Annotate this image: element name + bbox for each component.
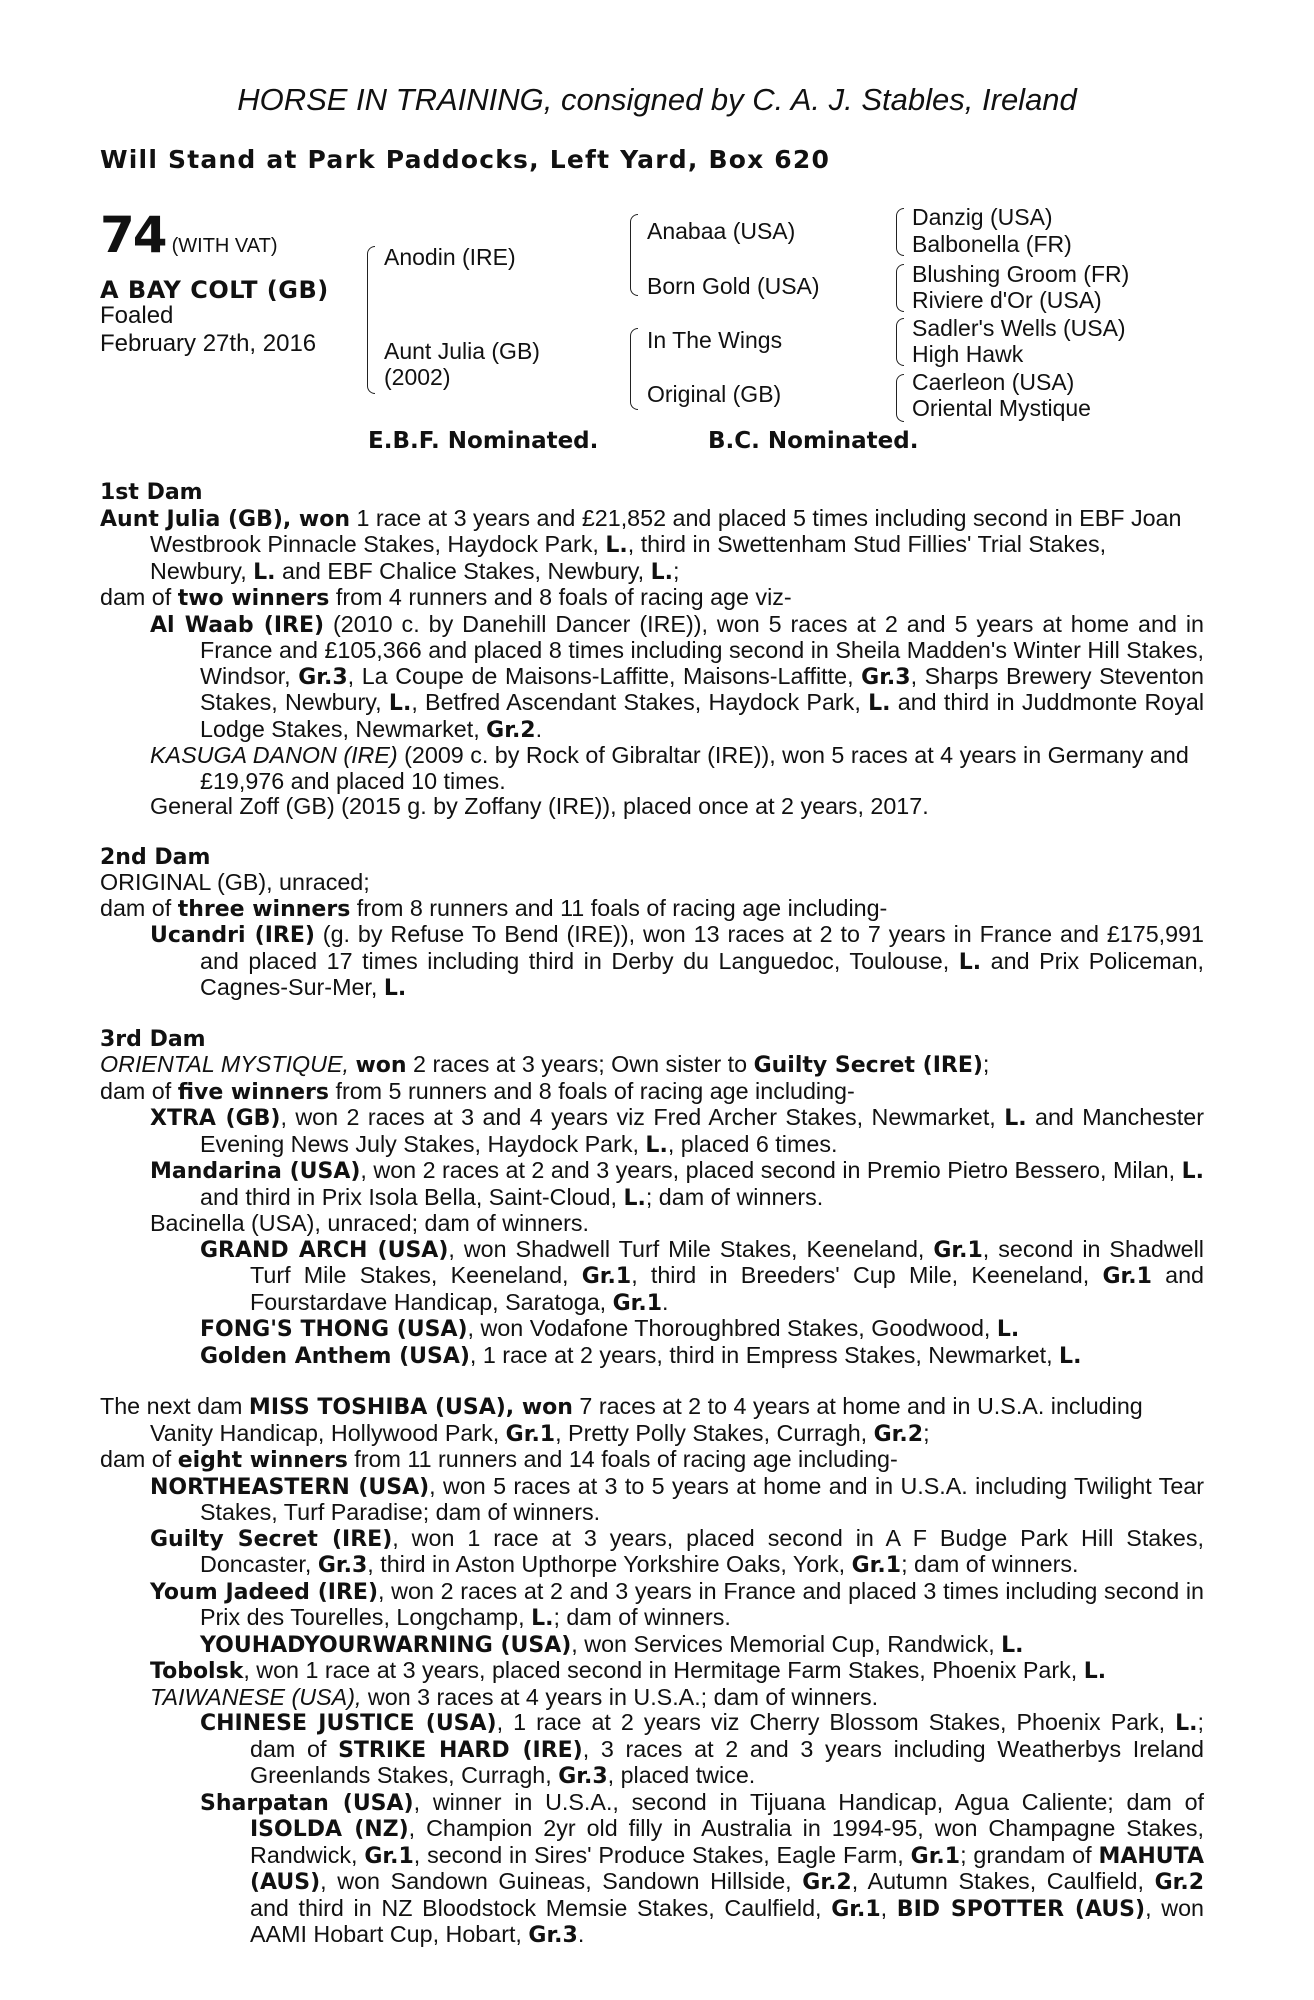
produce-entry	[100, 1158, 1204, 1211]
bold-text: Gr.1	[581, 1264, 632, 1289]
bold-text: five winners	[177, 1079, 329, 1105]
entry-text: The next dam	[100, 1393, 249, 1419]
pedigree-g4: Riviere d'Or (USA)	[912, 287, 1102, 313]
dam-section-heading: 3rd Dam	[100, 1026, 206, 1052]
bold-text: XTRA (GB)	[150, 1106, 281, 1131]
entry-text: .	[662, 1288, 669, 1315]
bold-text: MAHUTA (AUS)	[250, 1843, 1204, 1895]
entry-text: , won 1 race at 3 years, placed second in Hermitage Farm Stakes, Phoenix Park,	[243, 1657, 1084, 1683]
entry-text: ORIGINAL (GB), unraced;	[100, 869, 370, 895]
bold-text: FONG'S THONG (USA)	[200, 1317, 468, 1342]
bold-text: Tobolsk	[150, 1659, 244, 1684]
pedigree-g3: Blushing Groom (FR)	[912, 261, 1130, 287]
lot-number-block	[100, 206, 278, 264]
entry-text: Bacinella (USA), unraced; dam of winners.	[150, 1210, 589, 1236]
pedigree-sire: Anodin (IRE)	[384, 244, 516, 270]
entry-text: , won Sandown Guineas, Sandown Hillside,	[320, 1868, 803, 1894]
bold-text: YOUHADYOURWARNING (USA)	[200, 1632, 572, 1658]
entry-text: ; dam of winners.	[645, 1183, 824, 1210]
bold-text: L.	[1083, 1659, 1107, 1684]
bold-text: Guilty Secret (IRE)	[753, 1053, 983, 1078]
bold-text: L.	[1175, 1711, 1198, 1736]
entry-text: ; grandam of	[960, 1841, 1099, 1868]
produce-entry	[100, 1579, 1204, 1632]
bold-text: L.	[996, 1317, 1020, 1342]
pedigree-brace	[367, 246, 375, 394]
pedigree-dam-sire: In The Wings	[647, 327, 783, 353]
entry-text: from 8 runners and 11 foals of racing age including-	[350, 894, 888, 921]
entry-text: ;	[673, 557, 680, 584]
entry-text: , Betfred Ascendant Stakes, Haydock Park,	[411, 689, 869, 715]
entry-text: ;	[982, 1051, 990, 1077]
produce-entry	[100, 1658, 1204, 1685]
dam-section-heading: 1st Dam	[100, 480, 203, 505]
bold-text: Gr.3	[861, 664, 911, 690]
entry-text: dam of	[100, 894, 178, 921]
entry-text: ; dam of winners.	[901, 1551, 1079, 1577]
entry-text: , 1 race at 2 years viz Cherry Blossom Stakes, Phoenix Park,	[496, 1709, 1176, 1735]
entry-text: and third in Juddmonte Royal Lodge Stakes, Newmarket,	[200, 689, 1205, 742]
bold-text: Guilty Secret (IRE)	[150, 1526, 393, 1552]
entry-text: (2010 c. by Danehill Dancer (IRE)), won 5 races at 2 and 5 years at home and in France and £105,366 and placed 8 times including second in Sheila Madden's Winter Hill Stakes, Windsor,	[200, 610, 1204, 689]
pedigree-g7: Caerleon (USA)	[912, 369, 1075, 395]
produce-entry	[100, 1790, 1204, 1949]
bold-text: ISOLDA (NZ)	[250, 1817, 409, 1842]
entry-text: and third in Prix Isola Bella, Saint-Cloud,	[200, 1183, 624, 1210]
entry-text: (2009 c. by Rock of Gibraltar (IRE)), won 5 races at 4 years in Germany and £19,976 and placed 10 times.	[200, 742, 1189, 794]
entry-text: , third in Aston Upthorpe Yorkshire Oaks, York,	[367, 1551, 852, 1577]
pedigree-g2: Balbonella (FR)	[912, 231, 1072, 257]
dam-section-heading: 2nd Dam	[100, 844, 211, 870]
entry-text: , Autumn Stakes, Caulfield,	[851, 1868, 1155, 1894]
pedigree-sire-dam: Born Gold (USA)	[647, 273, 820, 299]
pedigree-dam: Aunt Julia (GB)	[384, 338, 540, 364]
entry-text: , Sharps Brewery Steventon Stakes, Newbury,	[200, 662, 1204, 715]
bold-text: three winners	[177, 896, 351, 922]
bold-text: Gr.3	[317, 1553, 368, 1578]
bold-text: L.	[645, 1132, 668, 1158]
entry-text: (g. by Refuse To Bend (IRE)), won 13 races at 2 to 7 years in France and £175,991 and placed 17 times including third in Derby du Languedoc, Toulouse,	[200, 921, 1204, 974]
vat-note: (WITH VAT)	[171, 235, 278, 257]
produce-entry	[100, 1343, 1204, 1370]
stable-location: Will Stand at Park Paddocks, Left Yard, Box 620	[100, 145, 831, 174]
bc-nomination: B.C. Nominated.	[708, 428, 919, 454]
produce-entry	[100, 1079, 1204, 1106]
bold-text: Gr.1	[612, 1290, 663, 1316]
catalogue-header: HORSE IN TRAINING, consigned by C. A. J. Stables, Ireland	[237, 82, 1077, 117]
bold-text: L.	[1001, 1632, 1024, 1658]
bold-text: Ucandri (IRE)	[150, 923, 315, 948]
entry-text: , won 5 races at 3 to 5 years at home and in U.S.A. including Twilight Tear Stakes, Turf Paradise; dam of winners.	[200, 1472, 1204, 1525]
bold-text: STRIKE HARD (IRE)	[338, 1737, 583, 1763]
entry-text: , placed twice.	[607, 1762, 756, 1788]
entry-text: from 11 runners and 14 foals of racing age including-	[347, 1446, 898, 1472]
produce-entry	[100, 1447, 1204, 1474]
bold-text: Gr.1	[933, 1237, 983, 1263]
produce-entry	[100, 1474, 1204, 1526]
entry-text: , 1 race at 2 years, third in Empress Stakes, Newmarket,	[469, 1341, 1060, 1368]
entry-text: 1 race at 3 years and £21,852 and placed 5 times including second in EBF Joan Westbrook Pinnacle Stakes, Haydock Park,	[150, 504, 1182, 557]
produce-entry	[100, 1526, 1204, 1579]
bold-text: L.	[531, 1606, 554, 1631]
foaled-date: February 27th, 2016	[100, 330, 317, 357]
bold-text: MISS TOSHIBA (USA), won	[248, 1395, 573, 1420]
bold-text: L.	[650, 559, 674, 585]
entry-text: 2 races at 3 years; Own sister to	[406, 1051, 754, 1077]
entry-text: , winner in U.S.A., second in Tijuana Handicap, Agua Caliente; dam of	[413, 1788, 1205, 1815]
produce-entry	[100, 743, 1204, 794]
italic-text: ORIENTAL MYSTIQUE,	[100, 1051, 349, 1077]
entry-text: and Fourstardave Handicap, Saratoga,	[250, 1262, 1204, 1315]
bold-text: L.	[1181, 1159, 1204, 1184]
entry-text: , won 1 race at 3 years, placed second in A F Budge Park Hill Stakes, Doncaster,	[200, 1524, 1204, 1577]
bold-text: Gr.3	[558, 1764, 608, 1789]
produce-entry	[100, 922, 1204, 1002]
entry-text: ; dam of	[250, 1709, 1204, 1762]
bold-text: eight winners	[177, 1448, 348, 1473]
produce-entry	[100, 1394, 1204, 1447]
bold-text: CHINESE JUSTICE (USA)	[200, 1711, 497, 1736]
entry-text: , won 2 races at 2 and 3 years in France and placed 3 times including second in Prix des Tourelles, Longchamp,	[200, 1577, 1205, 1630]
italic-text: KASUGA DANON (IRE)	[150, 742, 398, 768]
bold-text: Gr.1	[910, 1843, 961, 1869]
pedigree-brace	[896, 264, 904, 312]
foaled-label: Foaled	[100, 302, 174, 329]
bold-text: Gr.1	[851, 1553, 902, 1578]
bold-text: BID SPOTTER (AUS)	[896, 1896, 1146, 1922]
bold-text: L.	[868, 691, 891, 716]
entry-text: , won AAMI Hobart Cup, Hobart,	[250, 1894, 1204, 1947]
bold-text: won	[355, 1053, 407, 1078]
horse-description: A BAY COLT (GB)	[100, 276, 329, 304]
italic-text: TAIWANESE (USA),	[150, 1683, 362, 1710]
pedigree-g1: Danzig (USA)	[912, 204, 1053, 230]
produce-record	[100, 480, 1204, 1949]
entry-text: , second in Sires' Produce Stakes, Eagle Farm,	[413, 1841, 911, 1868]
bold-text: Gr.1	[831, 1896, 881, 1922]
produce-entry	[100, 1211, 1204, 1237]
pedigree-brace	[630, 214, 638, 296]
bold-text: Gr.1	[505, 1421, 556, 1447]
produce-entry	[100, 1237, 1204, 1317]
bold-text: Youm Jadeed (IRE)	[150, 1579, 378, 1605]
entry-text: from 4 runners and 8 foals of racing age viz-	[329, 584, 792, 610]
entry-text: , won Services Memorial Cup, Randwick,	[571, 1630, 1002, 1657]
entry-text: , won 2 races at 2 and 3 years, placed second in Premio Pietro Bessero, Milan,	[360, 1157, 1182, 1183]
produce-entry	[100, 612, 1204, 744]
entry-text: , 3 races at 2 and 3 years including Weatherbys Ireland Greenlands Stakes, Curragh,	[250, 1735, 1204, 1788]
section-gap	[100, 1002, 1204, 1027]
bold-text: Gr.2	[873, 1421, 924, 1447]
ebf-nomination: E.B.F. Nominated.	[368, 428, 599, 454]
bold-text: L.	[958, 949, 982, 975]
bold-text: Gr.1	[1102, 1264, 1152, 1289]
produce-entry	[100, 1052, 1204, 1079]
pedigree-dam-dam: Original (GB)	[647, 381, 782, 407]
produce-entry	[100, 1632, 1204, 1659]
entry-text: dam of	[100, 1446, 178, 1472]
entry-text: from 5 runners and 8 foals of racing age including-	[329, 1077, 855, 1104]
pedigree-g6: High Hawk	[912, 341, 1024, 367]
entry-text: , Champion 2yr old filly in Australia in 1994-95, won Champagne Stakes, Randwick,	[250, 1815, 1204, 1868]
entry-text: , placed 6 times.	[667, 1130, 838, 1157]
entry-text: .	[577, 1921, 585, 1947]
bold-text: L.	[605, 533, 628, 558]
entry-text: ; dam of winners.	[553, 1604, 731, 1630]
entry-text: and third in NZ Bloodstock Memsie Stakes, Caulfield,	[250, 1894, 832, 1921]
bold-text: L.	[383, 976, 407, 1001]
entry-text: , second in Shadwell Turf Mile Stakes, Keeneland,	[250, 1235, 1204, 1288]
produce-entry	[100, 1710, 1204, 1790]
bold-text: L.	[1059, 1343, 1082, 1369]
produce-entry	[100, 506, 1204, 586]
bold-text: two winners	[177, 586, 330, 611]
pedigree-g8: Oriental Mystique	[912, 395, 1091, 421]
entry-text: ;	[923, 1419, 930, 1446]
lot-number: 74	[100, 206, 166, 264]
bold-text: Gr.2	[486, 717, 536, 743]
pedigree-brace	[630, 328, 638, 410]
pedigree-dam-year: (2002)	[384, 364, 451, 390]
entry-text: and Manchester Evening News July Stakes, Haydock Park,	[200, 1104, 1204, 1157]
produce-entry	[100, 896, 1204, 923]
bold-text: Gr.3	[528, 1923, 578, 1948]
bold-text: Golden Anthem (USA)	[200, 1343, 470, 1369]
bold-text: NORTHEASTERN (USA)	[150, 1474, 430, 1500]
produce-entry	[100, 1105, 1204, 1158]
foaled-info	[100, 302, 316, 358]
entry-text: , won 2 races at 3 and 4 years viz Fred Archer Stakes, Newmarket,	[280, 1104, 1005, 1130]
bold-text: L.	[1004, 1106, 1027, 1131]
bold-text: Gr.3	[298, 664, 348, 690]
entry-text: dam of	[100, 1077, 178, 1104]
pedigree-brace	[896, 374, 904, 422]
pedigree-brace	[896, 208, 904, 256]
produce-entry	[100, 585, 1204, 612]
bold-text: Aunt Julia (GB), won	[100, 506, 351, 532]
entry-text: , won Vodafone Thoroughbred Stakes, Goodwood,	[467, 1315, 997, 1341]
entry-text: .	[535, 715, 543, 742]
entry-text: , third in Swettenham Stud Fillies' Trial Stakes, Newbury,	[150, 531, 1107, 584]
bold-text: GRAND ARCH (USA)	[200, 1237, 449, 1263]
entry-text: ,	[880, 1894, 897, 1921]
entry-text: , third in Breeders' Cup Mile, Keeneland,	[631, 1262, 1103, 1288]
produce-entry	[100, 1685, 1204, 1711]
bold-text: Sharpatan (USA)	[200, 1790, 414, 1816]
bold-text: L.	[253, 559, 276, 585]
entry-text: and EBF Chalice Stakes, Newbury,	[275, 557, 651, 584]
bold-text: L.	[388, 691, 412, 716]
section-gap	[100, 1369, 1204, 1394]
section-gap	[100, 820, 1204, 845]
bold-text: L.	[623, 1185, 646, 1211]
bold-text: Mandarina (USA)	[150, 1159, 361, 1184]
pedigree-sire-sire: Anabaa (USA)	[647, 218, 796, 244]
entry-text: , La Coupe de Maisons-Laffitte, Maisons-Laffitte,	[347, 662, 862, 689]
bold-text: Gr.2	[1154, 1870, 1204, 1895]
bold-text: Gr.2	[802, 1870, 852, 1895]
entry-text: , won Shadwell Turf Mile Stakes, Keeneland,	[448, 1235, 934, 1262]
bold-text: Al Waab (IRE)	[150, 612, 325, 638]
produce-entry	[100, 1316, 1204, 1343]
produce-entry	[100, 870, 1204, 896]
pedigree-g5: Sadler's Wells (USA)	[912, 315, 1126, 341]
entry-text: General Zoff (GB) (2015 g. by Zoffany (IRE)), placed once at 2 years, 2017.	[150, 793, 929, 819]
entry-text: dam of	[100, 584, 178, 610]
entry-text: won 3 races at 4 years in U.S.A.; dam of winners.	[361, 1683, 879, 1710]
bold-text: Gr.1	[364, 1843, 414, 1869]
entry-text: 7 races at 2 to 4 years at home and in U.S.A. including Vanity Handicap, Hollywood Park,	[150, 1393, 1143, 1446]
entry-text: and Prix Policeman, Cagnes-Sur-Mer,	[200, 947, 1205, 1000]
pedigree-brace	[896, 318, 904, 366]
produce-entry	[100, 794, 1204, 820]
entry-text: , Pretty Polly Stakes, Curragh,	[555, 1419, 874, 1446]
